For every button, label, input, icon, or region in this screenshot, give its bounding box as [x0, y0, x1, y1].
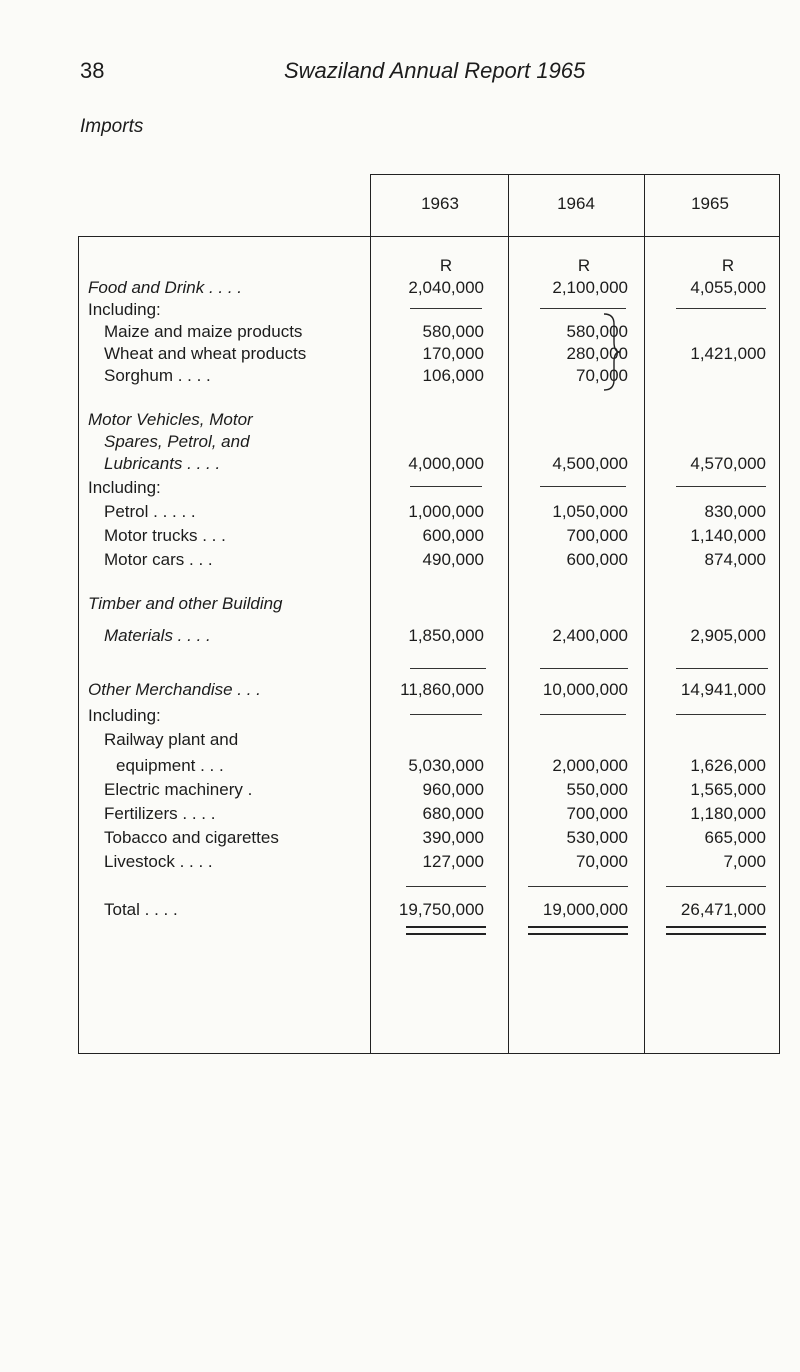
- row-label-other-merchandise: Other Merchandise . . .: [88, 680, 261, 699]
- cell-sorghum-1963: 106,000: [422, 366, 484, 385]
- subtotal-rule: [676, 714, 766, 715]
- cell-trucks-1965: 1,140,000: [690, 526, 766, 545]
- row-label-equipment: equipment . . .: [116, 756, 224, 775]
- subtotal-rule: [410, 486, 482, 487]
- cell-cars-1965: 874,000: [704, 550, 766, 569]
- cell-livestock-1964: 70,000: [576, 852, 628, 871]
- right-brace-icon: [600, 312, 646, 392]
- row-label-including: Including:: [88, 478, 161, 497]
- cell-railway-1964: 2,000,000: [552, 756, 628, 775]
- cell-electric-1963: 960,000: [422, 780, 484, 799]
- currency-1963: R: [439, 256, 453, 275]
- row-label-total: Total . . . .: [104, 900, 178, 919]
- header-rule: [78, 236, 780, 237]
- column-rule-1964: [508, 174, 509, 1053]
- section-title: Imports: [80, 116, 144, 137]
- year-header-1964: 1964: [557, 194, 595, 213]
- row-label-fertilizers: Fertilizers . . . .: [104, 804, 216, 823]
- cell-petrol-1963: 1,000,000: [408, 502, 484, 521]
- row-label-tobacco: Tobacco and cigarettes: [104, 828, 279, 847]
- cell-maize-1963: 580,000: [422, 322, 484, 341]
- subtotal-rule: [676, 486, 766, 487]
- cell-electric-1964: 550,000: [566, 780, 628, 799]
- cell-maize-1964: 580,000: [566, 322, 628, 341]
- page-header: [0, 58, 800, 88]
- cell-railway-1965: 1,626,000: [690, 756, 766, 775]
- cell-livestock-1963: 127,000: [422, 852, 484, 871]
- subtotal-rule: [540, 668, 628, 669]
- cell-other-1963: 11,860,000: [400, 680, 484, 699]
- subtotal-rule: [540, 714, 626, 715]
- cell-trucks-1963: 600,000: [422, 526, 484, 545]
- running-title: Swaziland Annual Report 1965: [284, 58, 586, 83]
- subtotal-rule: [540, 308, 626, 309]
- total-rule: [406, 886, 486, 887]
- row-label-sorghum: Sorghum . . . .: [104, 366, 211, 385]
- row-label-electric-machinery: Electric machinery .: [104, 780, 253, 799]
- row-label-including: Including:: [88, 300, 161, 319]
- row-label-motor-trucks: Motor trucks . . .: [104, 526, 226, 545]
- cell-total-1963: 19,750,000: [398, 900, 484, 919]
- cell-tobacco-1965: 665,000: [704, 828, 766, 847]
- row-label-wheat: Wheat and wheat products: [104, 344, 307, 363]
- row-label-railway: Railway plant and: [104, 730, 239, 749]
- cell-electric-1965: 1,565,000: [690, 780, 766, 799]
- cell-motor-1965: 4,570,000: [690, 454, 766, 473]
- subtotal-rule: [410, 714, 482, 715]
- row-label-materials: Materials . . . .: [104, 626, 211, 645]
- row-label-timber: Timber and other Building: [88, 594, 283, 613]
- cell-motor-1964: 4,500,000: [552, 454, 628, 473]
- column-rule-1965: [644, 174, 645, 1053]
- subtotal-rule: [410, 668, 486, 669]
- row-label-motor-vehicles-cont: Spares, Petrol, and: [104, 432, 250, 451]
- total-double-rule: [406, 926, 486, 935]
- row-label-food-and-drink: Food and Drink . . . .: [88, 278, 243, 297]
- cell-petrol-1964: 1,050,000: [552, 502, 628, 521]
- cell-other-1964: 10,000,000: [542, 680, 628, 699]
- total-double-rule: [666, 926, 766, 935]
- cell-wheat-1964: 280,000: [566, 344, 628, 363]
- row-label-livestock: Livestock . . . .: [104, 852, 213, 871]
- cell-fertilizers-1964: 700,000: [566, 804, 628, 823]
- column-rule-1963: [370, 174, 371, 1053]
- row-label-petrol: Petrol . . . . .: [104, 502, 196, 521]
- cell-sorghum-1964: 70,000: [576, 366, 628, 385]
- cell-total-1965: 26,471,000: [680, 900, 766, 919]
- row-label-motor-cars: Motor cars . . .: [104, 550, 213, 569]
- cell-motor-1963: 4,000,000: [408, 454, 484, 473]
- cell-railway-1963: 5,030,000: [408, 756, 484, 775]
- cell-tobacco-1964: 530,000: [566, 828, 628, 847]
- cell-livestock-1965: 7,000: [723, 852, 766, 871]
- subtotal-rule: [676, 668, 768, 669]
- cell-timber-1964: 2,400,000: [552, 626, 628, 645]
- cell-fertilizers-1963: 680,000: [422, 804, 484, 823]
- cell-food-1965: 4,055,000: [690, 278, 766, 297]
- total-rule: [666, 886, 766, 887]
- year-header-1963: 1963: [421, 194, 459, 213]
- cell-tobacco-1963: 390,000: [422, 828, 484, 847]
- row-label-including: Including:: [88, 706, 161, 725]
- row-label-lubricants: Lubricants . . . .: [104, 454, 221, 473]
- cell-food-1964: 2,100,000: [552, 278, 628, 297]
- page-number: 38: [80, 58, 105, 83]
- cell-wheat-1963: 170,000: [422, 344, 484, 363]
- table-bottom-rule: [78, 1053, 780, 1054]
- currency-1964: R: [577, 256, 591, 275]
- cell-other-1965: 14,941,000: [680, 680, 766, 699]
- currency-1965: R: [721, 256, 735, 275]
- row-label-motor-vehicles: Motor Vehicles, Motor: [88, 410, 253, 429]
- cell-grains-1965-combined: 1,421,000: [690, 344, 766, 363]
- total-rule: [528, 886, 628, 887]
- table-right-rule: [779, 174, 780, 1053]
- total-double-rule: [528, 926, 628, 935]
- cell-food-1963: 2,040,000: [408, 278, 484, 297]
- cell-cars-1963: 490,000: [422, 550, 484, 569]
- cell-fertilizers-1965: 1,180,000: [690, 804, 766, 823]
- cell-trucks-1964: 700,000: [566, 526, 628, 545]
- cell-petrol-1965: 830,000: [704, 502, 766, 521]
- subtotal-rule: [540, 486, 626, 487]
- year-header-1965: 1965: [691, 194, 729, 213]
- cell-timber-1963: 1,850,000: [408, 626, 484, 645]
- table-left-rule: [78, 236, 79, 1053]
- table-top-rule: [370, 174, 780, 175]
- subtotal-rule: [410, 308, 482, 309]
- row-label-maize: Maize and maize products: [104, 322, 303, 341]
- cell-total-1964: 19,000,000: [542, 900, 628, 919]
- cell-cars-1964: 600,000: [566, 550, 628, 569]
- cell-timber-1965: 2,905,000: [690, 626, 766, 645]
- subtotal-rule: [676, 308, 766, 309]
